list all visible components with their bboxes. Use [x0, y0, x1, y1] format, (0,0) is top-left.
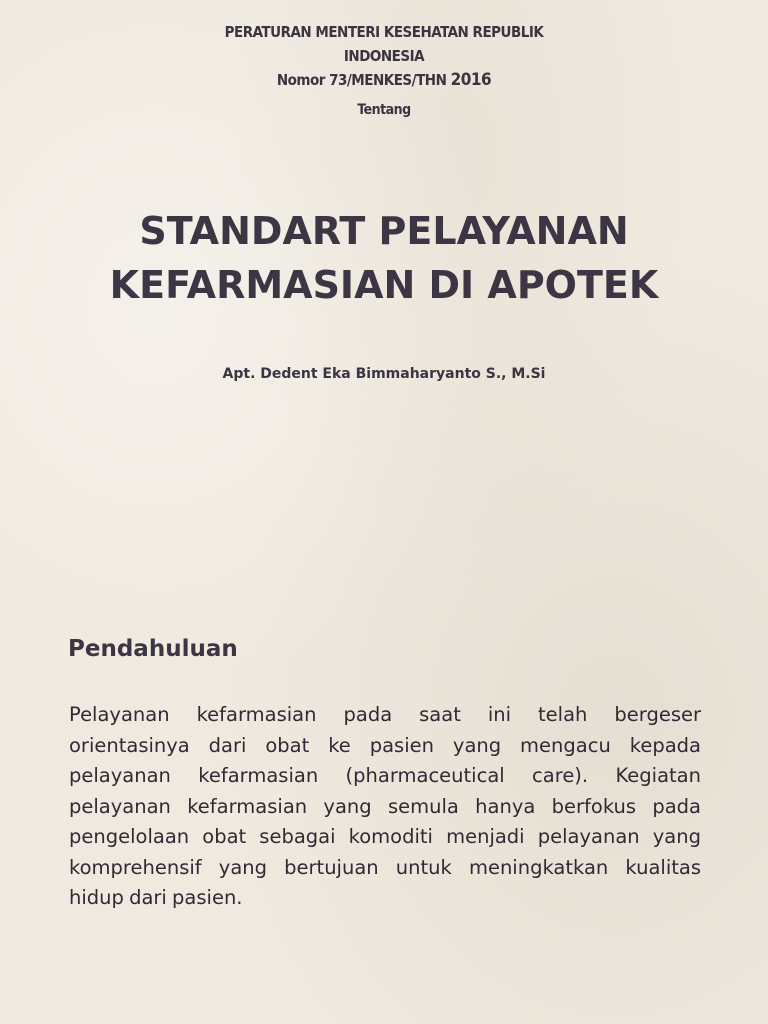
paragraph-line: pengelolaan obat sebagai komoditi menjadi pelayanan yang — [69, 825, 701, 848]
paragraph-line: pelayanan kefarmasian (pharmaceutical care). Kegiatan — [69, 764, 701, 787]
section-heading: Pendahuluan — [68, 636, 238, 662]
author-name: Apt. Dedent Eka Bimmaharyanto S., M.Si — [222, 366, 546, 382]
regulation-year: 2016 — [450, 70, 492, 90]
header-tentang: Tentang — [357, 102, 411, 118]
paragraph-line: Pelayanan kefarmasian pada saat ini telah bergeser — [69, 703, 701, 726]
paragraph-line: hidup dari pasien. — [69, 886, 243, 909]
paragraph-line: komprehensif yang bertujuan untuk meningkatkan kualitas — [69, 855, 701, 879]
title-line-1: STANDART PELAYANAN — [139, 209, 629, 253]
header-line-3 — [0, 68, 768, 92]
header-line-2: INDONESIA — [343, 47, 425, 65]
paragraph-line: orientasinya dari obat ke pasien yang mengacu kepada — [69, 733, 701, 757]
header-line-1: PERATURAN MENTERI KESEHATAN REPUBLIK — [224, 23, 544, 41]
regulation-header — [0, 20, 768, 122]
title-line-2: KEFARMASIAN DI APOTEK — [109, 263, 659, 307]
intro-paragraph — [69, 700, 701, 914]
document-title — [0, 204, 768, 312]
regulation-number: Nomor 73/MENKES/THN — [276, 71, 451, 89]
paragraph-line: pelayanan kefarmasian yang semula hanya berfokus pada — [69, 794, 701, 818]
